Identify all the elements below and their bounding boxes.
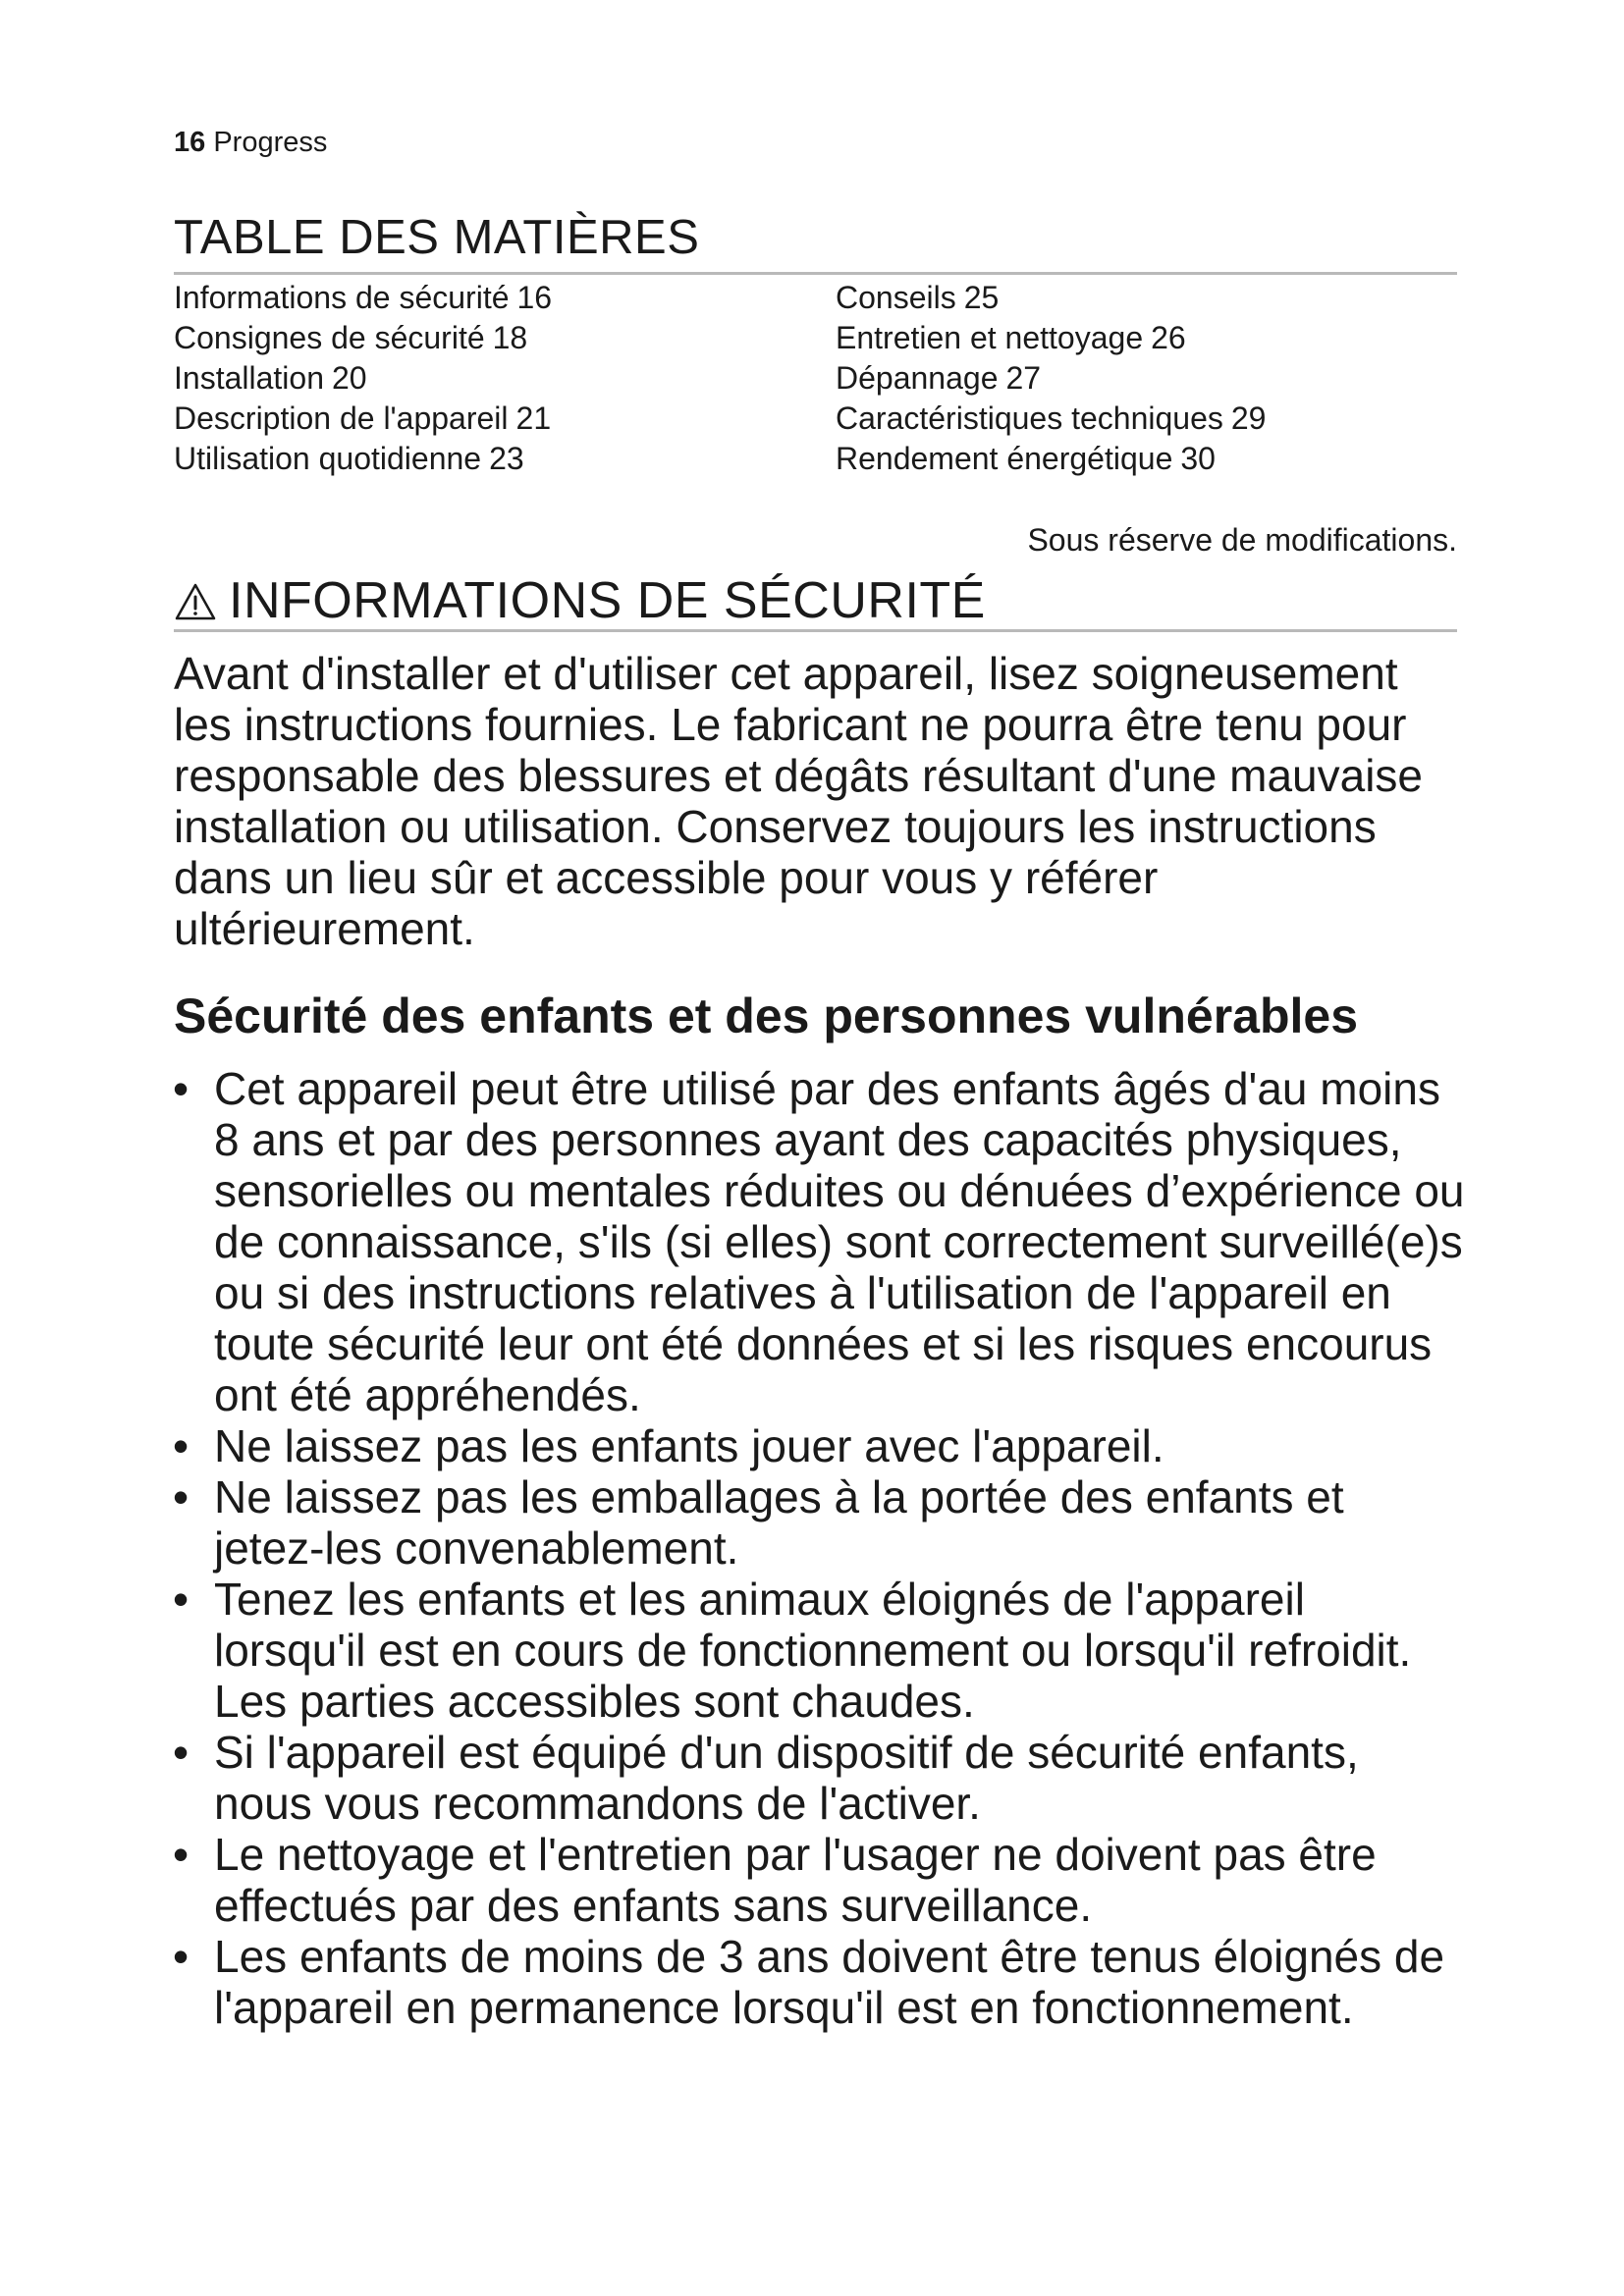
toc-divider xyxy=(174,272,1457,275)
section-title-text: INFORMATIONS DE SÉCURITÉ xyxy=(229,572,986,629)
section-title xyxy=(174,571,986,630)
toc-left-column xyxy=(174,278,552,479)
warning-triangle-icon xyxy=(174,582,217,621)
toc-entry[interactable]: Dépannage 27 xyxy=(836,360,1042,396)
toc-entry[interactable]: Caractéristiques techniques 29 xyxy=(836,400,1267,436)
list-item: • Ne laissez pas les emballages à la portée des enfants et jetez-les convenablement. xyxy=(169,1471,1465,1574)
bullet-icon: • xyxy=(172,1063,189,1114)
subsection-title: Sécurité des enfants et des personnes vulnérables xyxy=(174,988,1359,1043)
bullet-icon: • xyxy=(172,1931,189,1982)
bullet-icon: • xyxy=(172,1727,189,1778)
list-item: • Les enfants de moins de 3 ans doivent être tenus éloignés de l'appareil en permanence lorsqu'il est en fonctionnement. xyxy=(169,1931,1465,2033)
list-item: • Cet appareil peut être utilisé par des enfants âgés d'au moins 8 ans et par des personnes ayant des capacités physiques, sensorielles ou mentales réduites ou dénuées d’expérience ou de connaissance, s'ils (si elles) sont correctement surveillé(e)s ou si des instructions relatives à l'utilisation de l'appareil en toute sécurité leur ont été données et si les risques encourus ont été appréhendés. xyxy=(169,1063,1465,1420)
list-item: • Ne laissez pas les enfants jouer avec l'appareil. xyxy=(169,1420,1465,1471)
toc-entry[interactable]: Description de l'appareil 21 xyxy=(174,400,552,436)
bullet-icon: • xyxy=(172,1471,189,1522)
section-divider xyxy=(174,629,1457,632)
bullet-icon: • xyxy=(172,1829,189,1880)
intro-paragraph: Avant d'installer et d'utiliser cet appareil, lisez soigneusement les instructions fournies. Le fabricant ne pourra être tenu pour responsable des blessures et dégâts résultant d'une mauvaise installation ou utilisation. Conservez toujours les instructions dans un lieu sûr et accessible pour vous y référer ultérieurement. xyxy=(174,648,1424,954)
toc-entry[interactable]: Consignes de sécurité 18 xyxy=(174,320,528,355)
page-number: 16 xyxy=(174,127,206,158)
toc-entry[interactable]: Rendement énergétique 30 xyxy=(836,441,1216,476)
toc-entry[interactable]: Installation 20 xyxy=(174,360,367,396)
bullet-icon: • xyxy=(172,1420,189,1471)
bullet-icon: • xyxy=(172,1574,189,1625)
toc-right-column xyxy=(836,278,1266,479)
toc-entry[interactable]: Entretien et nettoyage 26 xyxy=(836,320,1186,355)
modification-notice: Sous réserve de modifications. xyxy=(1027,522,1457,558)
toc-title: TABLE DES MATIÈRES xyxy=(174,211,700,264)
list-item: • Le nettoyage et l'entretien par l'usager ne doivent pas être effectués par des enfants sans surveillance. xyxy=(169,1829,1465,1931)
page-header xyxy=(174,126,327,159)
brand-name: Progress xyxy=(213,127,328,158)
toc-entry[interactable]: Informations de sécurité 16 xyxy=(174,280,553,315)
toc-entry[interactable]: Utilisation quotidienne 23 xyxy=(174,441,524,476)
safety-bullet-list xyxy=(169,1063,1465,2033)
list-item: • Si l'appareil est équipé d'un dispositif de sécurité enfants, nous vous recommandons de l'activer. xyxy=(169,1727,1465,1829)
toc-entry[interactable]: Conseils 25 xyxy=(836,280,1000,315)
list-item: • Tenez les enfants et les animaux éloignés de l'appareil lorsqu'il est en cours de fonctionnement ou lorsqu'il refroidit. Les parties accessibles sont chaudes. xyxy=(169,1574,1465,1727)
